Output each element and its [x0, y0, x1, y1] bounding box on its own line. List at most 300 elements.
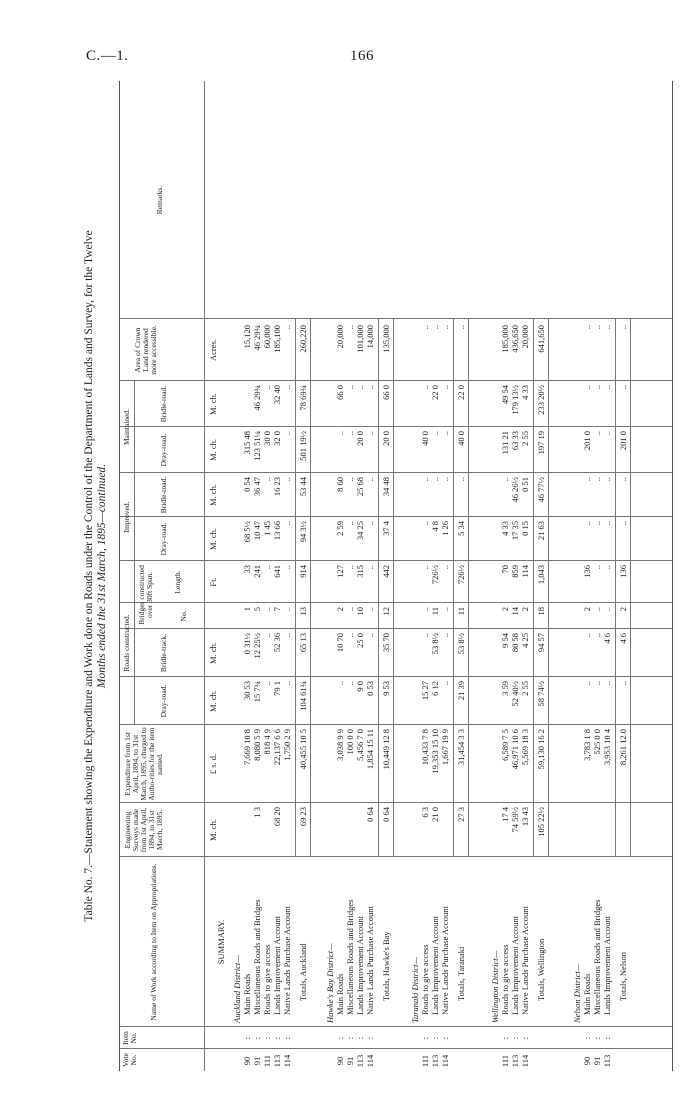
total-c-bridle: 94 57	[536, 633, 546, 653]
total-c-bridle: 35 70	[381, 633, 391, 653]
cell-b-len: ..	[592, 565, 602, 570]
cell-m-dray: 2 55	[520, 431, 530, 446]
total-c-dray: 58 74½	[536, 681, 546, 707]
cell-i-dray: 0 15	[520, 521, 530, 536]
cell-b-len: ..	[262, 565, 272, 570]
cell-c-dray: ..	[335, 681, 345, 686]
header-name: Name of Work according to Item on Appropriations.	[149, 863, 158, 1021]
cell-b-len: 315	[355, 565, 365, 578]
cell-vote: 114	[365, 1054, 375, 1068]
cell-name: Native Lands Purchase Account	[282, 906, 292, 1015]
cell-i-bridle: 8 60	[335, 477, 345, 492]
cell-vote: 114	[520, 1054, 530, 1068]
cell-b-no: 7	[272, 607, 282, 612]
cell-i-dray: 1 45	[262, 521, 272, 536]
subheader-rule	[134, 381, 135, 561]
cell-b-no: ..	[282, 607, 292, 612]
cell-vote: 91	[345, 1056, 355, 1066]
cell-i-dray: 34 25	[355, 521, 365, 541]
document-code: C.—1.	[86, 48, 129, 64]
total-i-dray: 37 4	[381, 521, 391, 536]
cell-m-dray: 201 0	[582, 431, 592, 451]
cell-i-dray: ..	[345, 521, 355, 526]
cell-vote: 91	[252, 1056, 262, 1066]
cell-b-len: 136	[582, 565, 592, 578]
cell-i-dray: 1 26	[440, 521, 450, 536]
total-i-bridle: 34 48	[381, 477, 391, 497]
total-b-len: 914	[298, 565, 308, 578]
cell-expenditure: 10,433 7 8	[420, 729, 430, 766]
cell-item: :	[440, 1036, 450, 1040]
cell-c-dray: 52 40½	[510, 681, 520, 707]
district-heading: Auckland District—	[232, 955, 242, 1023]
total-rule	[453, 319, 454, 857]
unit-i-bridle: M. ch.	[208, 484, 218, 506]
cell-i-bridle: ..	[262, 477, 272, 482]
total-expenditure: 10,449 12 8	[381, 729, 391, 770]
cell-surveys: 1 3	[252, 807, 262, 818]
cell-area: 185,100	[272, 325, 282, 353]
cell-b-no: ..	[602, 607, 612, 612]
cell-m-dray: 63 33	[510, 431, 520, 451]
cell-c-bridle: ..	[440, 633, 450, 638]
cell-i-dray: ..	[592, 521, 602, 526]
total-area: 641,650	[536, 325, 546, 353]
cell-b-no: ..	[420, 607, 430, 612]
cell-vote: 90	[335, 1056, 345, 1066]
cell-area: 60,000	[262, 325, 272, 349]
cell-c-bridle: ..	[282, 633, 292, 638]
total-c-bridle: 4 6	[618, 633, 628, 644]
unit-c-dray: M. ch.	[208, 690, 218, 712]
cell-name: Miscellaneous Roads and Bridges	[345, 899, 355, 1015]
cell-expenditure: 46,971 10 6	[510, 729, 520, 770]
cell-vote: 111	[500, 1054, 510, 1068]
total-m-dray: 197 19	[536, 431, 546, 455]
total-expenditure: 59,130 16 2	[536, 729, 546, 770]
cell-item: :	[262, 1036, 272, 1040]
cell-area: ..	[430, 325, 440, 330]
cell-m-dray: 123 51¼	[252, 431, 262, 461]
total-label: Totals, Wellington	[536, 938, 546, 1001]
cell-vote: 113	[355, 1054, 365, 1068]
header-expenditure: Expenditure from 1st April, 1894, to 31st March, 1895, charged to Autho-rities for the item named.	[123, 727, 164, 801]
total-surveys: 0 64	[381, 807, 391, 822]
cell-item: :	[510, 1036, 520, 1040]
cell-vote: 90	[242, 1056, 252, 1066]
page-number: 166	[350, 48, 374, 64]
district-heading: Taranaki District—	[410, 956, 420, 1023]
total-surveys: 69 23	[298, 807, 308, 827]
cell-expenditure: 19,353 15 10	[430, 729, 440, 774]
cell-m-dray: ..	[335, 431, 345, 436]
total-area: 260,220	[298, 325, 308, 353]
cell-expenditure: 3,783 1 8	[582, 729, 592, 761]
cell-c-dray: 79 1	[272, 681, 282, 696]
cell-item: :	[242, 1036, 252, 1040]
cell-item: :	[520, 1036, 530, 1040]
cell-item: :	[252, 1036, 262, 1040]
cell-m-bridle: ..	[345, 385, 355, 390]
cell-b-len: ..	[440, 565, 450, 570]
cell-i-dray: 10 47	[252, 521, 262, 541]
header-bridges: Bridges constructed over 30ft Span.	[137, 565, 154, 625]
total-b-len: 1,043	[536, 565, 546, 585]
cell-b-len: ..	[345, 565, 355, 570]
total-area: ..	[618, 325, 628, 330]
cell-c-bridle: ..	[592, 633, 602, 638]
cell-c-dray: 15 27	[420, 681, 430, 701]
total-rule	[533, 319, 534, 857]
total-rule	[615, 319, 616, 857]
cell-b-len: ..	[602, 565, 612, 570]
total-c-dray: ..	[618, 681, 628, 686]
cell-m-bridle: 4 33	[520, 385, 530, 400]
cell-m-dray: ..	[282, 431, 292, 436]
cell-m-dray: 131 21	[500, 431, 510, 455]
cell-i-bridle: 25 68	[355, 477, 365, 497]
total-b-len: 442	[381, 565, 391, 578]
cell-c-dray: ..	[582, 681, 592, 686]
total-c-bridle: 53 8½	[456, 633, 466, 655]
total-rule	[310, 319, 311, 857]
cell-area: ..	[420, 325, 430, 330]
header-c-bridle: Bridle-track.	[159, 633, 168, 673]
cell-m-dray: 315 48	[242, 431, 252, 455]
total-surveys: 27 3	[456, 807, 466, 822]
cell-b-no: 2	[582, 607, 592, 612]
cell-b-len: 641	[272, 565, 282, 578]
cell-area: ..	[602, 325, 612, 330]
cell-name: Roads to give access	[420, 944, 430, 1015]
total-i-bridle: 53 44	[298, 477, 308, 497]
header-rule	[204, 81, 205, 1071]
cell-area: ..	[592, 325, 602, 330]
unit-length: Ft.	[208, 577, 218, 587]
district-heading: Hawke's Bay District—	[325, 943, 335, 1023]
cell-expenditure: 5,569 18 3	[520, 729, 530, 766]
cell-item: :	[420, 1036, 430, 1040]
total-surveys: 105 22½	[536, 807, 546, 837]
header-vote: Vote No.	[121, 1053, 138, 1067]
cell-vote: 113	[272, 1054, 282, 1068]
cell-c-bridle: ..	[262, 633, 272, 638]
cell-i-dray: ..	[582, 521, 592, 526]
col-rule	[120, 802, 672, 803]
total-m-dray: 201 0	[618, 431, 628, 451]
cell-b-no: ..	[365, 607, 375, 612]
cell-b-no: ..	[345, 607, 355, 612]
cell-m-dray: ..	[365, 431, 375, 436]
cell-m-bridle: ..	[440, 385, 450, 390]
total-rule	[468, 319, 469, 857]
subheader-rule	[134, 561, 135, 725]
cell-expenditure: 1,854 15 11	[365, 729, 375, 770]
header-improved: Improved.	[122, 501, 131, 533]
cell-m-bridle: ..	[365, 385, 375, 390]
total-c-dray: 21 39	[456, 681, 466, 701]
total-label: Totals, Auckland	[298, 943, 308, 1001]
total-label: Totals, Taranaki	[456, 946, 466, 1001]
cell-c-bridle: 53 8½	[430, 633, 440, 655]
cell-name: Lands Improvement Account	[272, 915, 282, 1015]
cell-item: :	[430, 1036, 440, 1040]
cell-item: :	[282, 1036, 292, 1040]
total-i-dray: 94 3½	[298, 521, 308, 543]
cell-item: :	[355, 1036, 365, 1040]
title-line-1: Table No. 7.—Statement showing the Expenditure and Work done on Roads under the Control of the Department of Lands and Survey, for the Twelve	[83, 230, 95, 922]
cell-m-dray: ..	[440, 431, 450, 436]
cell-m-bridle: 179 13½	[510, 385, 520, 415]
expenditure-table	[119, 81, 673, 1071]
rotated-table-area	[83, 81, 683, 1071]
cell-c-bridle: 10 70	[335, 633, 345, 653]
cell-vote: 91	[592, 1056, 602, 1066]
cell-vote: 113	[602, 1054, 612, 1068]
cell-expenditure: 6,589 7 5	[500, 729, 510, 761]
cell-b-len: 859	[510, 565, 520, 578]
unit-surveys: M. ch.	[208, 819, 218, 841]
cell-c-bridle: 4 6	[602, 633, 612, 644]
total-label: Totals, Nelson	[618, 952, 628, 1001]
total-area: ..	[456, 325, 466, 330]
cell-c-dray: ..	[262, 681, 272, 686]
unit-i-dray: M. ch.	[208, 528, 218, 550]
cell-b-len: 33	[242, 565, 252, 574]
cell-i-bridle: 16 23	[272, 477, 282, 497]
cell-i-dray: 68 5½	[242, 521, 252, 543]
cell-vote: 113	[430, 1054, 440, 1068]
cell-c-dray: ..	[440, 681, 450, 686]
unit-c-bridle: M. ch.	[208, 642, 218, 664]
cell-expenditure: 3,038 9 9	[335, 729, 345, 761]
cell-b-no: ..	[440, 607, 450, 612]
cell-area: ..	[345, 325, 355, 330]
total-expenditure: 31,454 3 3	[456, 729, 466, 766]
total-rule	[378, 319, 379, 857]
cell-b-no: 2	[520, 607, 530, 612]
cell-m-bridle: 49 54	[500, 385, 510, 405]
cell-b-no: ..	[592, 607, 602, 612]
cell-item: :	[592, 1036, 602, 1040]
cell-expenditure: 525 0 0	[592, 729, 602, 755]
cell-surveys: 17 4	[500, 807, 510, 822]
header-c-dray: Dray-road.	[159, 684, 168, 718]
total-b-no: 11	[456, 607, 466, 616]
cell-c-bridle: 4 25	[520, 633, 530, 648]
cell-b-len: 70	[500, 565, 510, 574]
cell-b-len: 114	[520, 565, 530, 578]
cell-name: Miscellaneous Roads and Bridges	[592, 899, 602, 1015]
cell-c-bridle: ..	[420, 633, 430, 638]
total-i-dray: 5 34	[456, 521, 466, 536]
cell-c-dray: 2 55	[520, 681, 530, 696]
total-rule	[393, 319, 394, 857]
header-area: Area of Crown Land rendered more accessible.	[133, 325, 158, 375]
cell-b-len: ..	[365, 565, 375, 570]
total-m-dray: 20 0	[381, 431, 391, 446]
title-line-2: Months ended the 31st March, 1895—continued.	[96, 463, 108, 689]
total-rule	[295, 319, 296, 857]
cell-item: :	[365, 1036, 375, 1040]
cell-name: Lands Improvement Account	[510, 915, 520, 1015]
cell-c-bridle: ..	[365, 633, 375, 638]
total-expenditure: 40,455 10 5	[298, 729, 308, 770]
cell-area: ..	[582, 325, 592, 330]
cell-area: ..	[282, 325, 292, 330]
header-maintained: Maintained.	[122, 408, 131, 446]
unit-m-dray: M. ch.	[208, 439, 218, 461]
total-b-no: 13	[298, 607, 308, 616]
cell-m-bridle: ..	[282, 385, 292, 390]
cell-item: :	[582, 1036, 592, 1040]
header-i-dray: Dray-road.	[159, 522, 168, 556]
cell-m-dray: 40 0	[420, 431, 430, 446]
cell-b-no: 11	[430, 607, 440, 616]
unit-expenditure: £ s. d.	[208, 753, 218, 775]
total-c-bridle: 65 13	[298, 633, 308, 653]
cell-name: Native Lands Purchase Account	[520, 906, 530, 1015]
cell-c-dray: ..	[345, 681, 355, 686]
cell-area: 20,000	[335, 325, 345, 349]
cell-area: 185,000	[500, 325, 510, 353]
cell-c-bridle: 9 54	[500, 633, 510, 648]
cell-surveys: 6 3	[420, 807, 430, 818]
unit-m-bridle: M. ch.	[208, 393, 218, 415]
cell-m-bridle: 22 0	[430, 385, 440, 400]
summary-heading: SUMMARY.	[216, 919, 226, 965]
total-rule	[630, 319, 631, 857]
cell-area: 101,000	[355, 325, 365, 353]
cell-expenditure: 8,080 5 9	[252, 729, 262, 761]
header-m-dray: Dray-road.	[159, 433, 168, 467]
cell-i-dray: 4 8	[430, 521, 440, 532]
cell-item: :	[345, 1036, 355, 1040]
cell-b-no: 14	[510, 607, 520, 616]
total-m-dray: 501 19½	[298, 431, 308, 461]
cell-item: :	[500, 1036, 510, 1040]
cell-c-dray: 30 53	[242, 681, 252, 701]
total-m-bridle: ..	[618, 385, 628, 390]
cell-i-dray: ..	[602, 521, 612, 526]
cell-m-bridle: ..	[420, 385, 430, 390]
cell-c-dray: 0 53	[365, 681, 375, 696]
cell-expenditure: 7,669 10 8	[242, 729, 252, 766]
total-m-bridle: 22 0	[456, 385, 466, 400]
total-i-bridle: ..	[456, 477, 466, 482]
total-b-no: 2	[618, 607, 628, 612]
col-rule	[120, 380, 672, 381]
header-constructed: Roads constructed.	[122, 614, 131, 672]
cell-c-dray: ..	[282, 681, 292, 686]
cell-b-len: 127	[335, 565, 345, 578]
cell-name: Lands Improvement Account	[602, 915, 612, 1015]
cell-i-bridle: ..	[282, 477, 292, 482]
cell-item: :	[272, 1036, 282, 1040]
cell-i-dray: ..	[420, 521, 430, 526]
header-i-bridle: Bridle-road.	[159, 476, 168, 514]
total-b-no: 12	[381, 607, 391, 616]
cell-i-bridle: ..	[582, 477, 592, 482]
cell-i-dray: ..	[282, 521, 292, 526]
cell-i-dray: 2 59	[335, 521, 345, 536]
cell-i-bridle: 0 54	[242, 477, 252, 492]
total-m-bridle: 78 69¾	[298, 385, 308, 411]
cell-name: Lands Improvement Account	[355, 915, 365, 1015]
cell-expenditure: 5,456 7 0	[355, 729, 365, 761]
cell-expenditure: 3,953 10 4	[602, 729, 612, 766]
cell-vote: 113	[510, 1054, 520, 1068]
cell-b-no: 10	[355, 607, 365, 616]
header-item: Item No.	[121, 1031, 138, 1045]
cell-vote: 90	[582, 1056, 592, 1066]
cell-c-bridle: 12 25½	[252, 633, 262, 659]
cell-i-bridle: 0 51	[520, 477, 530, 492]
cell-name: Roads to give access	[500, 944, 510, 1015]
cell-m-bridle: ..	[262, 385, 272, 390]
cell-vote: 111	[420, 1054, 430, 1068]
cell-c-dray: 9 0	[355, 681, 365, 692]
cell-m-bridle: 46 29¾	[252, 385, 262, 411]
total-b-len: 136	[618, 565, 628, 578]
cell-m-bridle: ..	[602, 385, 612, 390]
cell-name: Main Roads	[335, 973, 345, 1015]
cell-m-bridle: 66 0	[335, 385, 345, 400]
cell-i-dray: 17 35	[510, 521, 520, 541]
cell-surveys: 74 59½	[510, 807, 520, 833]
cell-m-dray: ..	[592, 431, 602, 436]
cell-i-dray: 13 66	[272, 521, 282, 541]
cell-c-dray: ..	[592, 681, 602, 686]
cell-b-len: ..	[282, 565, 292, 570]
cell-i-bridle: ..	[500, 477, 510, 482]
total-rule	[548, 319, 549, 857]
cell-m-bridle: 32 40	[272, 385, 282, 405]
cell-name: Lands Improvement Account	[430, 915, 440, 1015]
header-m-bridle: Bridle-road.	[159, 385, 168, 423]
cell-b-no: 2	[335, 607, 345, 612]
cell-b-len: 726½	[430, 565, 440, 585]
table-title	[83, 81, 113, 1071]
cell-c-bridle: ..	[582, 633, 592, 638]
cell-m-dray: ..	[602, 431, 612, 436]
cell-b-len: 241	[252, 565, 262, 578]
cell-area: 20,000	[520, 325, 530, 349]
cell-m-dray: ..	[345, 431, 355, 436]
cell-c-dray: 6 12	[430, 681, 440, 696]
cell-surveys: 21 0	[430, 807, 440, 822]
total-label: Totals, Hawke's Bay	[381, 931, 391, 1001]
cell-area: 15,120	[242, 325, 252, 349]
cell-i-bridle: ..	[345, 477, 355, 482]
total-c-dray: 104 61¾	[298, 681, 308, 711]
cell-surveys: 0 64	[365, 807, 375, 822]
cell-name: Native Lands Purchase Account	[440, 906, 450, 1015]
cell-c-dray: 15 7¾	[252, 681, 262, 703]
cell-i-dray: ..	[365, 521, 375, 526]
total-i-bridle: ..	[618, 477, 628, 482]
cell-i-bridle: ..	[365, 477, 375, 482]
cell-expenditure: 1,750 2 9	[282, 729, 292, 761]
cell-m-dray: 30 0	[262, 431, 272, 446]
total-c-dray: 9 53	[381, 681, 391, 696]
header-b-length: Length.	[173, 570, 182, 594]
cell-expenditure: 100 0 0	[345, 729, 355, 755]
cell-c-bridle: ..	[345, 633, 355, 638]
cell-expenditure: 818 4 9	[262, 729, 272, 755]
cell-area: 46 29¾	[252, 325, 262, 351]
unit-area: Acres.	[208, 339, 218, 361]
